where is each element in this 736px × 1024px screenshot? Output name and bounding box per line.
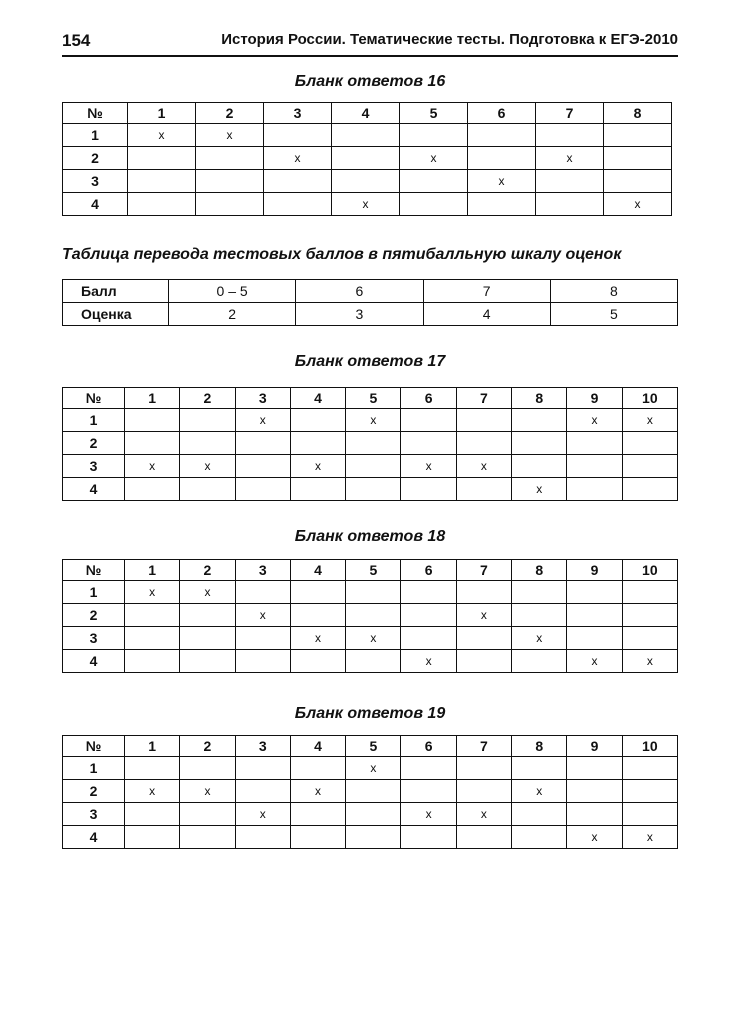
header-row (63, 103, 672, 124)
row-label: 2 (63, 604, 125, 627)
answer-cell (180, 650, 235, 673)
answer-mark: x (567, 826, 622, 849)
answer-mark: x (290, 455, 345, 478)
answer-cell (567, 627, 622, 650)
answer-cell (235, 650, 290, 673)
scale-value: 6 (296, 280, 423, 303)
answer-mark: x (456, 604, 511, 627)
scale-row (63, 303, 678, 326)
answer-cell (456, 826, 511, 849)
answer-mark: x (622, 409, 677, 432)
answer-cell (567, 432, 622, 455)
answer-cell (622, 757, 677, 780)
corner-cell: № (63, 388, 125, 409)
row-label: 1 (63, 581, 125, 604)
row-label: 2 (63, 780, 125, 803)
answer-cell (456, 650, 511, 673)
answer-cell (196, 147, 264, 170)
answer-cell (567, 478, 622, 501)
answer-mark: x (290, 780, 345, 803)
column-header: 5 (400, 103, 468, 124)
answer-cell (512, 409, 567, 432)
answer-cell (264, 193, 332, 216)
table-row (63, 455, 678, 478)
answer-mark: x (512, 478, 567, 501)
answer-cell (512, 757, 567, 780)
answer-cell (456, 478, 511, 501)
answer-cell (290, 432, 345, 455)
column-header: 8 (512, 388, 567, 409)
answer-cell (401, 478, 456, 501)
answer-mark: x (235, 604, 290, 627)
grade-scale-table (62, 279, 678, 326)
column-header: 10 (622, 736, 677, 757)
answer-cell (512, 604, 567, 627)
answer-sheet-17-table (62, 387, 678, 501)
column-header: 6 (401, 560, 456, 581)
answer-cell (400, 170, 468, 193)
scale-value: 8 (550, 280, 677, 303)
table-row (63, 757, 678, 780)
answer-sheet-17-title: Бланк ответов 17 (294, 353, 446, 370)
table-row (63, 604, 678, 627)
column-header: 3 (235, 560, 290, 581)
answer-mark: x (346, 757, 401, 780)
answer-cell (622, 780, 677, 803)
answer-cell (604, 147, 672, 170)
answer-mark: x (180, 780, 235, 803)
answer-mark: x (400, 147, 468, 170)
answer-mark: x (604, 193, 672, 216)
column-header: 3 (264, 103, 332, 124)
answer-cell (622, 432, 677, 455)
column-header: 5 (346, 560, 401, 581)
answer-sheet-18-table (62, 559, 678, 673)
corner-cell: № (63, 736, 125, 757)
corner-cell: № (63, 560, 125, 581)
answer-cell (196, 170, 264, 193)
answer-cell (622, 581, 677, 604)
answer-mark: x (125, 455, 180, 478)
answer-cell (180, 757, 235, 780)
column-header: 2 (180, 560, 235, 581)
table-row (63, 432, 678, 455)
table-row (63, 147, 672, 170)
answer-cell (125, 627, 180, 650)
row-label: 1 (63, 409, 125, 432)
answer-cell (567, 455, 622, 478)
answer-cell (400, 193, 468, 216)
answer-mark: x (401, 650, 456, 673)
column-header: 6 (401, 736, 456, 757)
table-row (63, 124, 672, 147)
answer-sheet-16-table (62, 102, 672, 216)
answer-mark: x (290, 627, 345, 650)
answer-mark: x (125, 581, 180, 604)
answer-cell (125, 604, 180, 627)
column-header: 9 (567, 388, 622, 409)
answer-mark: x (235, 409, 290, 432)
answer-cell (536, 170, 604, 193)
answer-sheet-19-title: Бланк ответов 19 (294, 705, 446, 722)
table-row (63, 409, 678, 432)
column-header: 6 (468, 103, 536, 124)
answer-cell (567, 757, 622, 780)
column-header: 3 (235, 736, 290, 757)
answer-cell (456, 409, 511, 432)
column-header: 8 (604, 103, 672, 124)
answer-cell (346, 478, 401, 501)
column-header: 4 (290, 736, 345, 757)
answer-cell (235, 780, 290, 803)
answer-cell (128, 147, 196, 170)
answer-cell (604, 124, 672, 147)
answer-cell (567, 604, 622, 627)
scale-value: 4 (423, 303, 550, 326)
answer-cell (512, 455, 567, 478)
answer-cell (456, 780, 511, 803)
column-header: 6 (401, 388, 456, 409)
answer-sheet-18-title: Бланк ответов 18 (294, 528, 446, 545)
answer-cell (567, 780, 622, 803)
answer-mark: x (196, 124, 264, 147)
answer-cell (346, 604, 401, 627)
answer-cell (235, 627, 290, 650)
table-row (63, 826, 678, 849)
answer-cell (346, 780, 401, 803)
answer-cell (290, 478, 345, 501)
row-label: 1 (63, 757, 125, 780)
answer-cell (456, 627, 511, 650)
answer-cell (125, 409, 180, 432)
answer-cell (401, 826, 456, 849)
answer-cell (512, 650, 567, 673)
answer-cell (180, 627, 235, 650)
answer-cell (622, 455, 677, 478)
grade-scale-title: Таблица перевода тестовых баллов в пятибалльную шкалу оценок (62, 246, 622, 263)
answer-cell (332, 147, 400, 170)
answer-mark: x (180, 455, 235, 478)
row-label: 4 (63, 826, 125, 849)
answer-cell (346, 455, 401, 478)
answer-cell (536, 124, 604, 147)
answer-cell (622, 803, 677, 826)
column-header: 10 (622, 560, 677, 581)
header-row (63, 560, 678, 581)
row-label: 2 (63, 147, 128, 170)
answer-cell (401, 409, 456, 432)
scale-value: 0 – 5 (169, 280, 296, 303)
answer-cell (235, 757, 290, 780)
answer-mark: x (235, 803, 290, 826)
answer-cell (567, 803, 622, 826)
answer-cell (125, 432, 180, 455)
answer-cell (196, 193, 264, 216)
answer-cell (290, 757, 345, 780)
column-header: 5 (346, 736, 401, 757)
table-row (63, 780, 678, 803)
answer-cell (235, 432, 290, 455)
answer-cell (604, 170, 672, 193)
row-label: 4 (63, 650, 125, 673)
answer-mark: x (346, 627, 401, 650)
answer-cell (456, 432, 511, 455)
answer-cell (180, 478, 235, 501)
column-header: 7 (456, 388, 511, 409)
answer-cell (346, 432, 401, 455)
answer-cell (468, 193, 536, 216)
table-row (63, 170, 672, 193)
answer-mark: x (332, 193, 400, 216)
scale-row-label: Оценка (63, 303, 169, 326)
column-header: 7 (456, 736, 511, 757)
answer-cell (622, 604, 677, 627)
column-header: 7 (536, 103, 604, 124)
answer-cell (456, 757, 511, 780)
running-title: История России. Тематические тесты. Подготовка к ЕГЭ-2010 (221, 31, 678, 48)
answer-cell (512, 581, 567, 604)
row-label: 4 (63, 478, 125, 501)
column-header: 1 (125, 560, 180, 581)
answer-mark: x (512, 780, 567, 803)
answer-cell (290, 409, 345, 432)
answer-cell (468, 147, 536, 170)
answer-cell (235, 455, 290, 478)
column-header: 1 (125, 736, 180, 757)
answer-cell (264, 170, 332, 193)
column-header: 2 (196, 103, 264, 124)
answer-cell (290, 650, 345, 673)
answer-cell (235, 826, 290, 849)
answer-sheet-19-table (62, 735, 678, 849)
answer-cell (290, 604, 345, 627)
answer-cell (290, 581, 345, 604)
table-row (63, 478, 678, 501)
answer-cell (346, 803, 401, 826)
table-row (63, 627, 678, 650)
answer-cell (401, 432, 456, 455)
answer-cell (235, 478, 290, 501)
answer-mark: x (567, 650, 622, 673)
table-row (63, 193, 672, 216)
answer-cell (180, 803, 235, 826)
answer-cell (400, 124, 468, 147)
column-header: 7 (456, 560, 511, 581)
answer-cell (401, 581, 456, 604)
answer-mark: x (125, 780, 180, 803)
answer-cell (512, 826, 567, 849)
table-row (63, 650, 678, 673)
answer-cell (128, 170, 196, 193)
answer-cell (180, 604, 235, 627)
answer-mark: x (401, 803, 456, 826)
table-row (63, 581, 678, 604)
answer-cell (401, 757, 456, 780)
answer-mark: x (468, 170, 536, 193)
answer-cell (512, 432, 567, 455)
answer-mark: x (512, 627, 567, 650)
answer-mark: x (622, 826, 677, 849)
column-header: 3 (235, 388, 290, 409)
answer-cell (456, 581, 511, 604)
scale-value: 2 (169, 303, 296, 326)
answer-cell (512, 803, 567, 826)
answer-cell (180, 409, 235, 432)
row-label: 3 (63, 627, 125, 650)
answer-mark: x (346, 409, 401, 432)
column-header: 4 (290, 388, 345, 409)
answer-cell (346, 826, 401, 849)
page-header (62, 31, 678, 57)
scale-value: 7 (423, 280, 550, 303)
answer-cell (235, 581, 290, 604)
column-header: 8 (512, 560, 567, 581)
header-row (63, 736, 678, 757)
column-header: 4 (290, 560, 345, 581)
header-row (63, 388, 678, 409)
answer-mark: x (456, 803, 511, 826)
answer-cell (332, 170, 400, 193)
row-label: 3 (63, 455, 125, 478)
row-label: 4 (63, 193, 128, 216)
answer-mark: x (567, 409, 622, 432)
scale-value: 5 (550, 303, 677, 326)
answer-cell (180, 432, 235, 455)
answer-cell (128, 193, 196, 216)
answer-cell (468, 124, 536, 147)
answer-cell (401, 627, 456, 650)
column-header: 1 (125, 388, 180, 409)
table-row (63, 803, 678, 826)
answer-mark: x (264, 147, 332, 170)
answer-cell (622, 627, 677, 650)
answer-cell (125, 826, 180, 849)
column-header: 1 (128, 103, 196, 124)
column-header: 8 (512, 736, 567, 757)
answer-cell (125, 803, 180, 826)
column-header: 2 (180, 736, 235, 757)
corner-cell: № (63, 103, 128, 124)
answer-cell (622, 478, 677, 501)
column-header: 10 (622, 388, 677, 409)
answer-cell (346, 650, 401, 673)
answer-mark: x (456, 455, 511, 478)
answer-cell (332, 124, 400, 147)
answer-cell (401, 604, 456, 627)
answer-cell (290, 803, 345, 826)
row-label: 1 (63, 124, 128, 147)
column-header: 2 (180, 388, 235, 409)
column-header: 5 (346, 388, 401, 409)
column-header: 4 (332, 103, 400, 124)
answer-cell (264, 124, 332, 147)
scale-value: 3 (296, 303, 423, 326)
row-label: 2 (63, 432, 125, 455)
answer-mark: x (622, 650, 677, 673)
answer-cell (401, 780, 456, 803)
row-label: 3 (63, 170, 128, 193)
answer-cell (567, 581, 622, 604)
answer-cell (346, 581, 401, 604)
column-header: 9 (567, 560, 622, 581)
answer-cell (290, 826, 345, 849)
answer-cell (536, 193, 604, 216)
answer-mark: x (180, 581, 235, 604)
answer-mark: x (536, 147, 604, 170)
page-number: 154 (62, 31, 91, 50)
answer-mark: x (401, 455, 456, 478)
answer-cell (125, 478, 180, 501)
scale-row (63, 280, 678, 303)
answer-cell (180, 826, 235, 849)
answer-cell (125, 757, 180, 780)
column-header: 9 (567, 736, 622, 757)
answer-cell (125, 650, 180, 673)
answer-mark: x (128, 124, 196, 147)
scale-row-label: Балл (63, 280, 169, 303)
row-label: 3 (63, 803, 125, 826)
answer-sheet-16-title: Бланк ответов 16 (294, 73, 446, 90)
